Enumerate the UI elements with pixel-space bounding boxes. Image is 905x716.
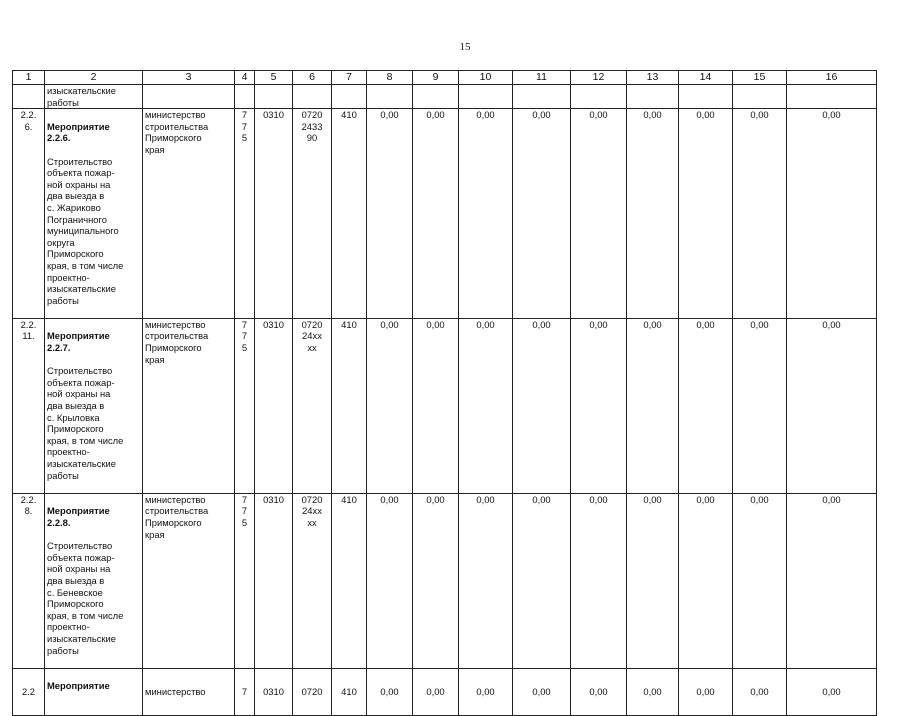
column-header: 3 xyxy=(143,71,235,85)
amount-cell: 0,00 xyxy=(571,109,627,319)
column-header: 10 xyxy=(459,71,513,85)
amount-cell: 0,00 xyxy=(413,109,459,319)
column-header: 4 xyxy=(235,71,255,85)
column-header: 16 xyxy=(787,71,877,85)
table-cell xyxy=(733,85,787,109)
row-number: 2.2. 6. xyxy=(13,109,45,319)
grbs-code: 7 7 5 xyxy=(235,318,255,493)
measure-text: Строительство объекта пожар- ной охраны на два выезда в с. Жариково Пограничного муниципального округа Приморского края, в том числе проектно- изыскательские работы xyxy=(47,155,124,306)
page-number: 15 xyxy=(459,41,471,53)
table-cell xyxy=(679,85,733,109)
table-cell xyxy=(787,85,877,109)
row-number: 2.2. 11. xyxy=(13,318,45,493)
column-header: 7 xyxy=(332,71,367,85)
continuation-row xyxy=(13,85,877,109)
amount-cell: 0,00 xyxy=(571,318,627,493)
row-number: 2.2 xyxy=(13,668,45,715)
table-cell xyxy=(255,85,293,109)
column-header: 14 xyxy=(679,71,733,85)
table-cell xyxy=(459,85,513,109)
amount-cell: 0,00 xyxy=(367,668,413,715)
section-code: 0310 xyxy=(255,318,293,493)
table-row xyxy=(13,109,877,319)
responsible-org: министерство строительства Приморского края xyxy=(143,493,235,668)
column-header: 5 xyxy=(255,71,293,85)
measure-description xyxy=(45,109,143,319)
amount-cell: 0,00 xyxy=(679,318,733,493)
grbs-code: 7 7 5 xyxy=(235,109,255,319)
amount-cell: 0,00 xyxy=(513,318,571,493)
continuation-text: изыскательские работы xyxy=(45,85,143,109)
target-article-code: 0720 24xx xx xyxy=(293,318,332,493)
amount-cell: 0,00 xyxy=(679,493,733,668)
amount-cell: 0,00 xyxy=(733,668,787,715)
table-cell xyxy=(413,85,459,109)
table-cell xyxy=(293,85,332,109)
amount-cell: 0,00 xyxy=(679,668,733,715)
table-row xyxy=(13,668,877,715)
section-code: 0310 xyxy=(255,493,293,668)
amount-cell: 0,00 xyxy=(787,109,877,319)
column-header: 9 xyxy=(413,71,459,85)
amount-cell: 0,00 xyxy=(367,493,413,668)
responsible-org: министерство xyxy=(143,668,235,715)
column-header: 8 xyxy=(367,71,413,85)
column-header: 1 xyxy=(13,71,45,85)
table-cell xyxy=(235,85,255,109)
table-cell xyxy=(143,85,235,109)
expense-type-code: 410 xyxy=(332,109,367,319)
table-row xyxy=(13,493,877,668)
table-cell xyxy=(627,85,679,109)
amount-cell: 0,00 xyxy=(787,668,877,715)
measure-description xyxy=(45,318,143,493)
measure-title: Мероприятие xyxy=(47,680,110,692)
amount-cell: 0,00 xyxy=(513,668,571,715)
target-article-code: 0720 xyxy=(293,668,332,715)
measure-text: Строительство объекта пожар- ной охраны на два выезда в с. Беневское Приморского края, в том числе проектно- изыскательские работы xyxy=(47,540,124,656)
amount-cell: 0,00 xyxy=(413,318,459,493)
amount-cell: 0,00 xyxy=(513,109,571,319)
expense-type-code: 410 xyxy=(332,493,367,668)
column-header: 15 xyxy=(733,71,787,85)
grbs-code: 7 7 5 xyxy=(235,493,255,668)
measure-title: Мероприятие 2.2.7. xyxy=(47,330,110,354)
header-row xyxy=(13,71,877,85)
amount-cell: 0,00 xyxy=(679,109,733,319)
amount-cell: 0,00 xyxy=(571,493,627,668)
amount-cell: 0,00 xyxy=(627,668,679,715)
table-row xyxy=(13,318,877,493)
table-cell xyxy=(367,85,413,109)
amount-cell: 0,00 xyxy=(627,109,679,319)
amount-cell: 0,00 xyxy=(459,668,513,715)
amount-cell: 0,00 xyxy=(459,109,513,319)
column-header: 11 xyxy=(513,71,571,85)
target-article-code: 0720 2433 90 xyxy=(293,109,332,319)
grbs-code: 7 xyxy=(235,668,255,715)
measure-title: Мероприятие 2.2.6. xyxy=(47,120,110,144)
section-code: 0310 xyxy=(255,109,293,319)
amount-cell: 0,00 xyxy=(627,318,679,493)
column-header: 2 xyxy=(45,71,143,85)
column-header: 6 xyxy=(293,71,332,85)
budget-table xyxy=(12,70,877,716)
row-number: 2.2. 8. xyxy=(13,493,45,668)
amount-cell: 0,00 xyxy=(571,668,627,715)
expense-type-code: 410 xyxy=(332,668,367,715)
amount-cell: 0,00 xyxy=(733,493,787,668)
measure-text: Строительство объекта пожар- ной охраны на два выезда в с. Крыловка Приморского края, в том числе проектно- изыскательские работы xyxy=(47,365,124,481)
responsible-org: министерство строительства Приморского края xyxy=(143,109,235,319)
responsible-org: министерство строительства Приморского края xyxy=(143,318,235,493)
table-body xyxy=(13,109,877,716)
table-cell xyxy=(513,85,571,109)
table-cell xyxy=(13,85,45,109)
measure-description xyxy=(45,493,143,668)
column-header: 12 xyxy=(571,71,627,85)
amount-cell: 0,00 xyxy=(413,493,459,668)
amount-cell: 0,00 xyxy=(413,668,459,715)
amount-cell: 0,00 xyxy=(459,493,513,668)
section-code: 0310 xyxy=(255,668,293,715)
amount-cell: 0,00 xyxy=(513,493,571,668)
amount-cell: 0,00 xyxy=(367,109,413,319)
measure-title: Мероприятие 2.2.8. xyxy=(47,505,110,528)
amount-cell: 0,00 xyxy=(787,318,877,493)
amount-cell: 0,00 xyxy=(733,109,787,319)
measure-description xyxy=(45,668,143,715)
amount-cell: 0,00 xyxy=(733,318,787,493)
target-article-code: 0720 24xx xx xyxy=(293,493,332,668)
amount-cell: 0,00 xyxy=(627,493,679,668)
expense-type-code: 410 xyxy=(332,318,367,493)
table-cell xyxy=(332,85,367,109)
amount-cell: 0,00 xyxy=(787,493,877,668)
table-cell xyxy=(571,85,627,109)
column-header: 13 xyxy=(627,71,679,85)
amount-cell: 0,00 xyxy=(367,318,413,493)
amount-cell: 0,00 xyxy=(459,318,513,493)
